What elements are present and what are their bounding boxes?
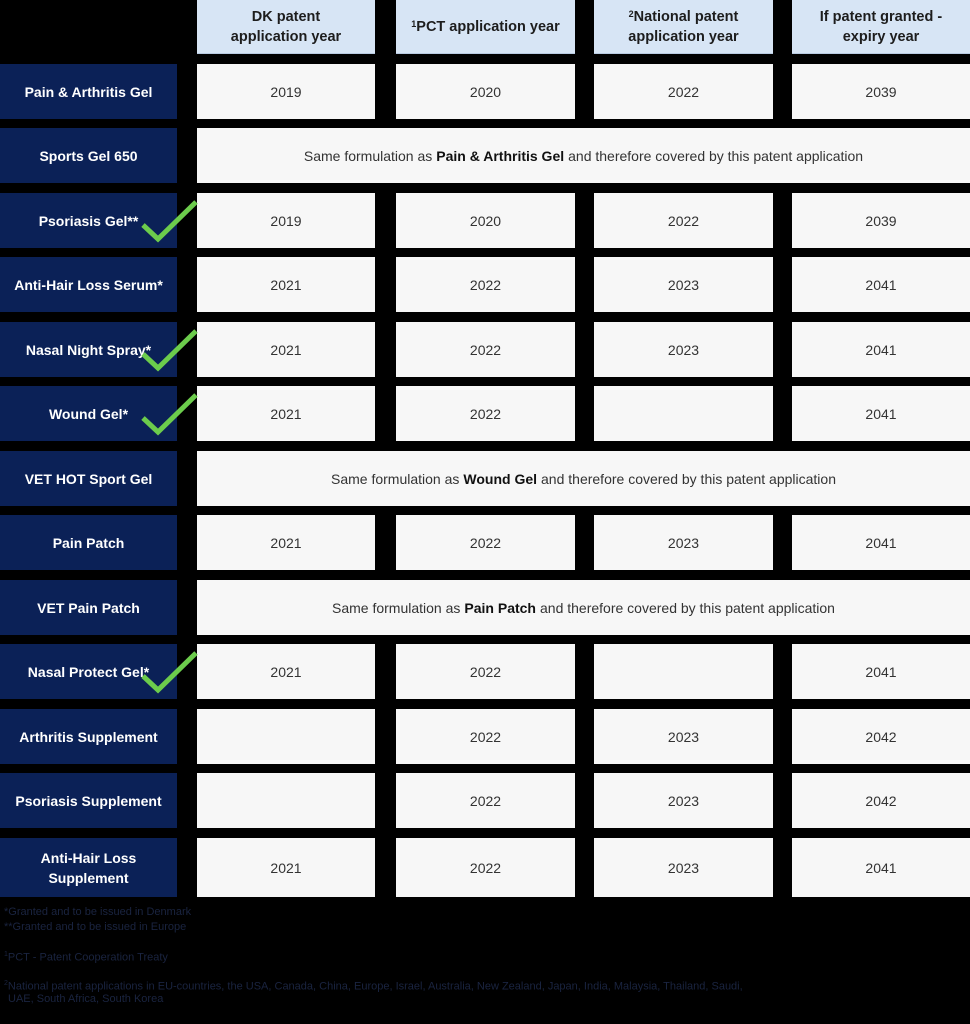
- product-name: Sports Gel 650: [39, 147, 138, 164]
- cell-expiry-year: 2041: [792, 838, 970, 897]
- checkmark-icon: [140, 650, 198, 696]
- checkmark-icon: [140, 328, 198, 374]
- product-label-psoriasis-supplement: [0, 773, 177, 828]
- cell-expiry-year: 2041: [792, 515, 970, 570]
- footnote-pct-sup: 1: [4, 951, 8, 958]
- note-suffix: and therefore covered by this patent application: [568, 147, 864, 164]
- cell-national-year: 2022: [594, 193, 773, 248]
- cell-pct-year: 2022: [396, 515, 575, 570]
- cell-dk-year: 2019: [197, 193, 375, 248]
- footnote-pct-text: PCT - Patent Cooperation Treaty: [7, 951, 168, 964]
- cell-expiry-year: 2039: [792, 193, 970, 248]
- product-name: Psoriasis Gel**: [38, 212, 139, 229]
- note-reference-product: Pain & Arthritis Gel: [436, 147, 565, 164]
- note-prefix: Same formulation as: [303, 147, 433, 164]
- footnote-granted-denmark: *Granted and to be issued in Denmark: [4, 906, 192, 918]
- cell-pct-year: 2022: [396, 709, 575, 764]
- cell-pct-year: 2022: [396, 257, 575, 312]
- header-expiry-year: [792, 0, 970, 54]
- product-name: Wound Gel*: [48, 405, 129, 422]
- product-name: Nasal Protect Gel*: [27, 663, 150, 680]
- cell-national-year: 2022: [594, 64, 773, 119]
- footnote-granted-europe: **Granted and to be issued in Europe: [4, 921, 187, 933]
- cell-dk-year: 2021: [197, 257, 375, 312]
- header-pct-year: [396, 0, 575, 54]
- header-national-year: [594, 0, 773, 54]
- cell-national-year: 2023: [594, 838, 773, 897]
- product-label-anti-hair-loss-serum: [0, 257, 177, 312]
- cell-expiry-year: 2042: [792, 773, 970, 828]
- note-prefix: Same formulation as: [332, 599, 461, 616]
- cell-expiry-year: 2041: [792, 257, 970, 312]
- cell-national-year: [594, 644, 773, 699]
- same-formulation-note: [197, 451, 970, 506]
- header-pct-year-label: [411, 17, 561, 37]
- product-label-anti-hair-loss-supplement: [0, 838, 177, 897]
- product-name: Psoriasis Supplement: [15, 792, 162, 809]
- cell-national-year: 2023: [594, 322, 773, 377]
- note-suffix: and therefore covered by this patent application: [541, 470, 836, 487]
- product-label-pain-patch: [0, 515, 177, 570]
- cell-expiry-year: 2041: [792, 386, 970, 441]
- cell-national-year: [594, 386, 773, 441]
- footnote-ref-1: 1: [411, 18, 417, 29]
- cell-dk-year: 2021: [197, 515, 375, 570]
- product-name: VET Pain Patch: [37, 599, 140, 616]
- note-reference-product: Pain Patch: [464, 599, 536, 616]
- product-name: Anti-Hair Loss Serum*: [14, 276, 163, 293]
- cell-expiry-year: 2041: [792, 644, 970, 699]
- note-prefix: Same formulation as: [330, 470, 460, 487]
- cell-pct-year: 2020: [396, 193, 575, 248]
- cell-national-year: 2023: [594, 515, 773, 570]
- cell-pct-year: 2020: [396, 64, 575, 119]
- footnote-pct: [4, 948, 168, 965]
- product-name: Nasal Night Spray*: [25, 341, 152, 358]
- cell-dk-year: 2021: [197, 386, 375, 441]
- cell-national-year: 2023: [594, 773, 773, 828]
- same-formulation-note: [197, 128, 970, 183]
- product-label-sports-gel-650: [0, 128, 177, 183]
- product-name: Arthritis Supplement: [19, 728, 158, 745]
- product-name: VET HOT Sport Gel: [24, 470, 153, 487]
- cell-national-year: 2023: [594, 709, 773, 764]
- cell-expiry-year: 2039: [792, 64, 970, 119]
- product-name: Pain & Arthritis Gel: [24, 83, 153, 100]
- product-label-arthritis-supplement: [0, 709, 177, 764]
- checkmark-icon: [140, 199, 198, 245]
- cell-dk-year: 2021: [197, 838, 375, 897]
- cell-pct-year: 2022: [396, 386, 575, 441]
- product-name: Pain Patch: [52, 534, 125, 551]
- cell-dk-year: [197, 709, 375, 764]
- cell-expiry-year: 2042: [792, 709, 970, 764]
- cell-dk-year: 2021: [197, 644, 375, 699]
- cell-pct-year: 2022: [396, 773, 575, 828]
- cell-dk-year: 2019: [197, 64, 375, 119]
- footnote-ref-2: 2: [628, 8, 634, 19]
- header-national-text: National patent application year: [628, 8, 739, 45]
- footnote-national-line1: National patent applications in EU-countries, the USA, Canada, China, Europe, Israel, Australia, New Zealand, Japan, India, Malaysia, Thailand, Saudi,: [7, 980, 743, 993]
- cell-pct-year: 2022: [396, 838, 575, 897]
- header-expiry-year-label: If patent granted - expiry year: [819, 8, 943, 45]
- header-dk-year: [197, 0, 375, 54]
- footnote-national-sup: 2: [4, 980, 8, 987]
- cell-pct-year: 2022: [396, 644, 575, 699]
- product-name: Anti-Hair Loss Supplement: [40, 849, 137, 886]
- checkmark-icon: [140, 392, 198, 438]
- cell-expiry-year: 2041: [792, 322, 970, 377]
- note-suffix: and therefore covered by this patent application: [540, 599, 835, 616]
- header-pct-text: PCT application year: [416, 18, 560, 35]
- cell-national-year: 2023: [594, 257, 773, 312]
- product-label-vet-hot-sport-gel: [0, 451, 177, 506]
- header-dk-year-label: DK patent application year: [230, 8, 342, 45]
- footnote-national-cont: UAE, South Africa, South Korea: [8, 993, 164, 1005]
- note-reference-product: Wound Gel: [463, 470, 538, 487]
- product-label-vet-pain-patch: [0, 580, 177, 635]
- header-national-year-label: [619, 7, 749, 47]
- same-formulation-note: [197, 580, 970, 635]
- cell-dk-year: 2021: [197, 322, 375, 377]
- cell-dk-year: [197, 773, 375, 828]
- product-label-pain-arthritis-gel: [0, 64, 177, 119]
- cell-pct-year: 2022: [396, 322, 575, 377]
